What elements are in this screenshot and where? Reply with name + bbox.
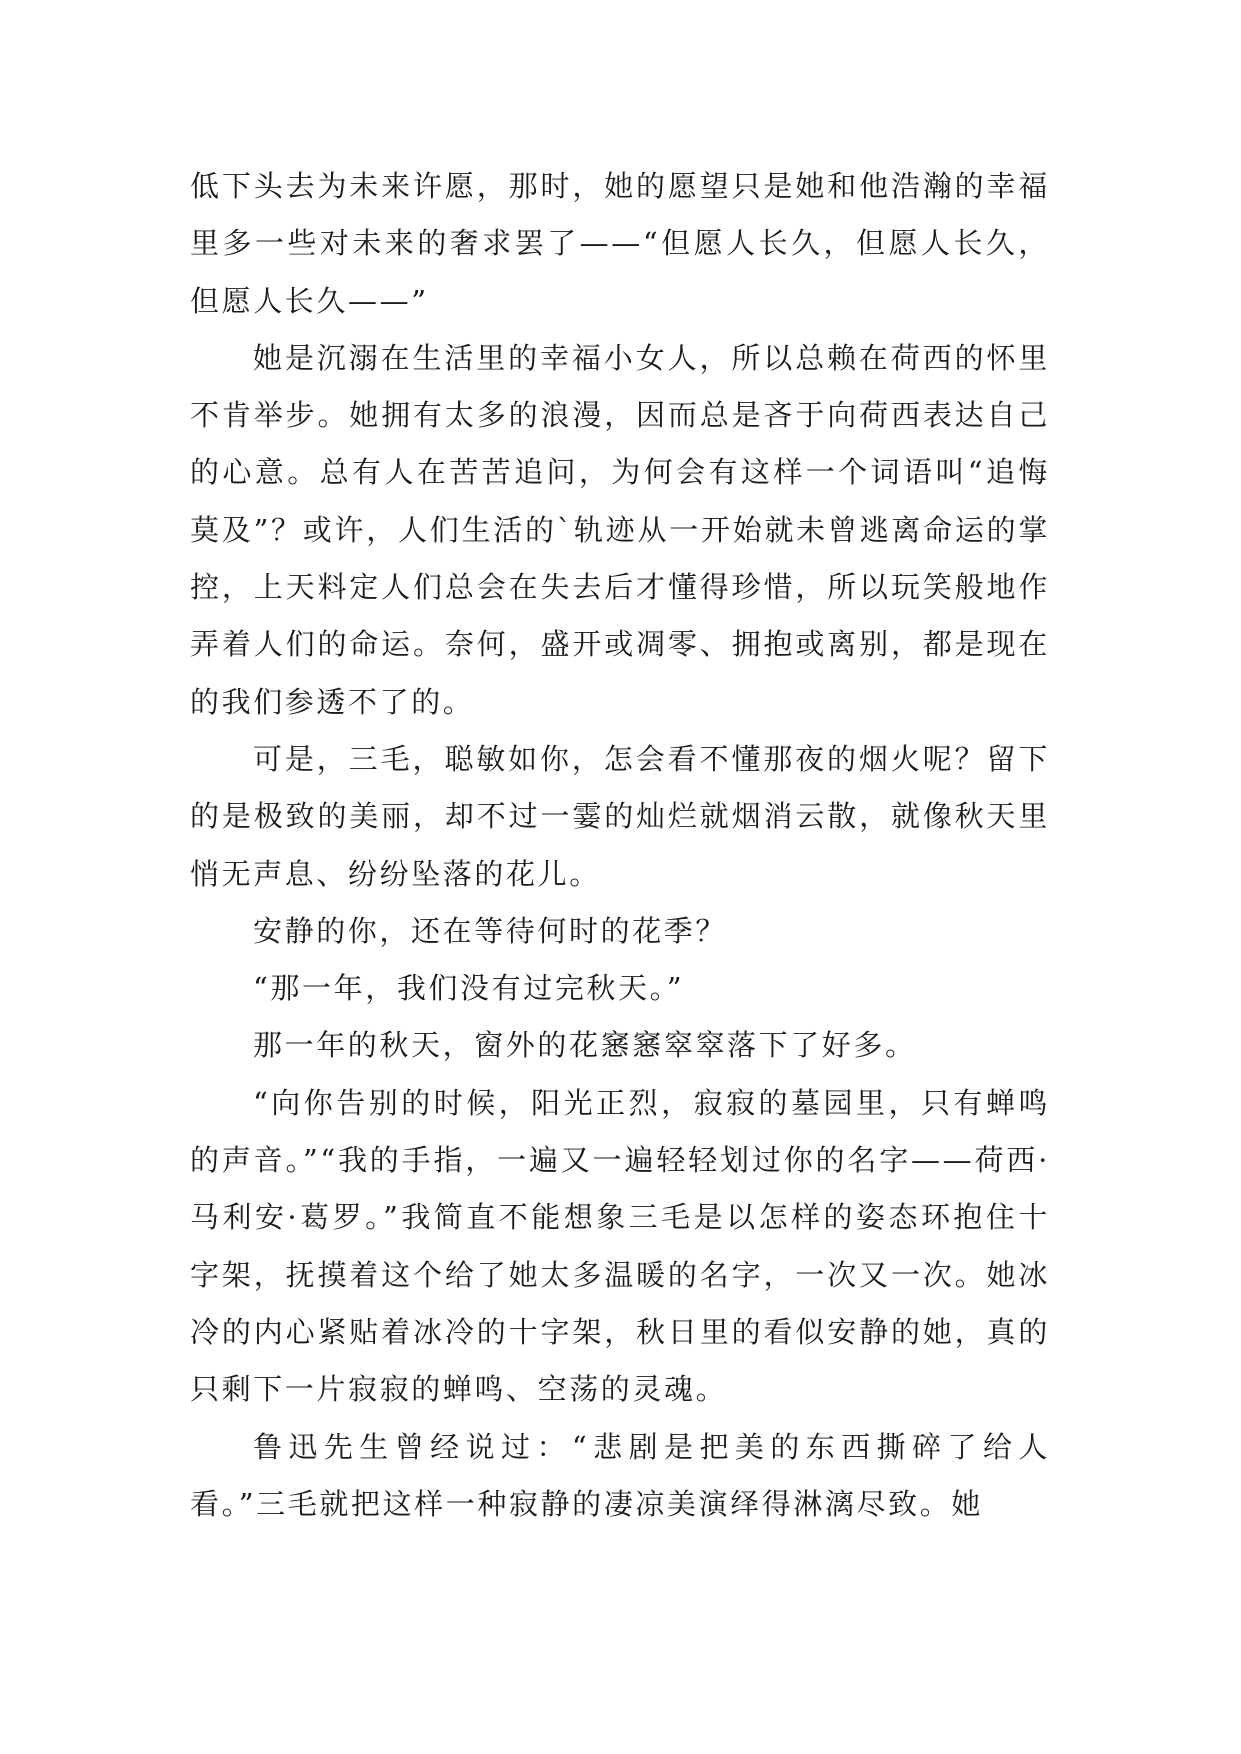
paragraph-5: “那一年，我们没有过完秋天。” [253,971,685,1006]
paragraph-7: “向你告别的时候，阳光正烈，寂寂的墓园里，只有蝉鸣的声音。”“我的手指，一遍又一遍轻轻划过你的名字——荷西·马利安·葛罗。”我简直不能想象三毛是以怎样的姿态环抱住十字架，抚摸着这个给了她太多温暖的名字，一次又一次。她冰冷的内心紧贴着冰冷的十字架，秋日里的看似安静的她，真的只剩下一片寂寂的蝉鸣、空荡的灵魂。 [190,1085,1050,1407]
paragraph-6: 那一年的秋天，窗外的花窸窸窣窣落下了好多。 [253,1028,917,1063]
paragraph-2: 她是沉溺在生活里的幸福小女人，所以总赖在荷西的怀里不肯举步。她拥有太多的浪漫，因而总是吝于向荷西表达自己的心意。总有人在苦苦追问，为何会有这样一个词语叫“追悔莫及”？或许，人们生活的`轨迹从一开始就未曾逃离命运的掌控，上天料定人们总会在失去后才懂得珍惜，所以玩笑般地作弄着人们的命运。奈何，盛开或凋零、拥抱或离别，都是现在的我们参透不了的。 [190,340,1050,719]
paragraph-8: 鲁迅先生曾经说过：“悲剧是把美的东西撕碎了给人看。”三毛就把这样一种寂静的凄凉美演绎得淋漓尽致。她 [190,1429,1050,1521]
paragraph-1: 低下头去为未来许愿，那时，她的愿望只是她和他浩瀚的幸福里多一些对未来的奢求罢了——“但愿人长久，但愿人长久，但愿人长久——” [190,169,1050,318]
document-body [190,158,1050,1533]
paragraph-3: 可是，三毛，聪敏如你，怎会看不懂那夜的烟火呢？留下的是极致的美丽，却不过一霎的灿烂就烟消云散，就像秋天里悄无声息、纷纷坠落的花儿。 [190,741,1050,891]
paragraph-4: 安静的你，还在等待何时的花季？ [253,913,728,948]
